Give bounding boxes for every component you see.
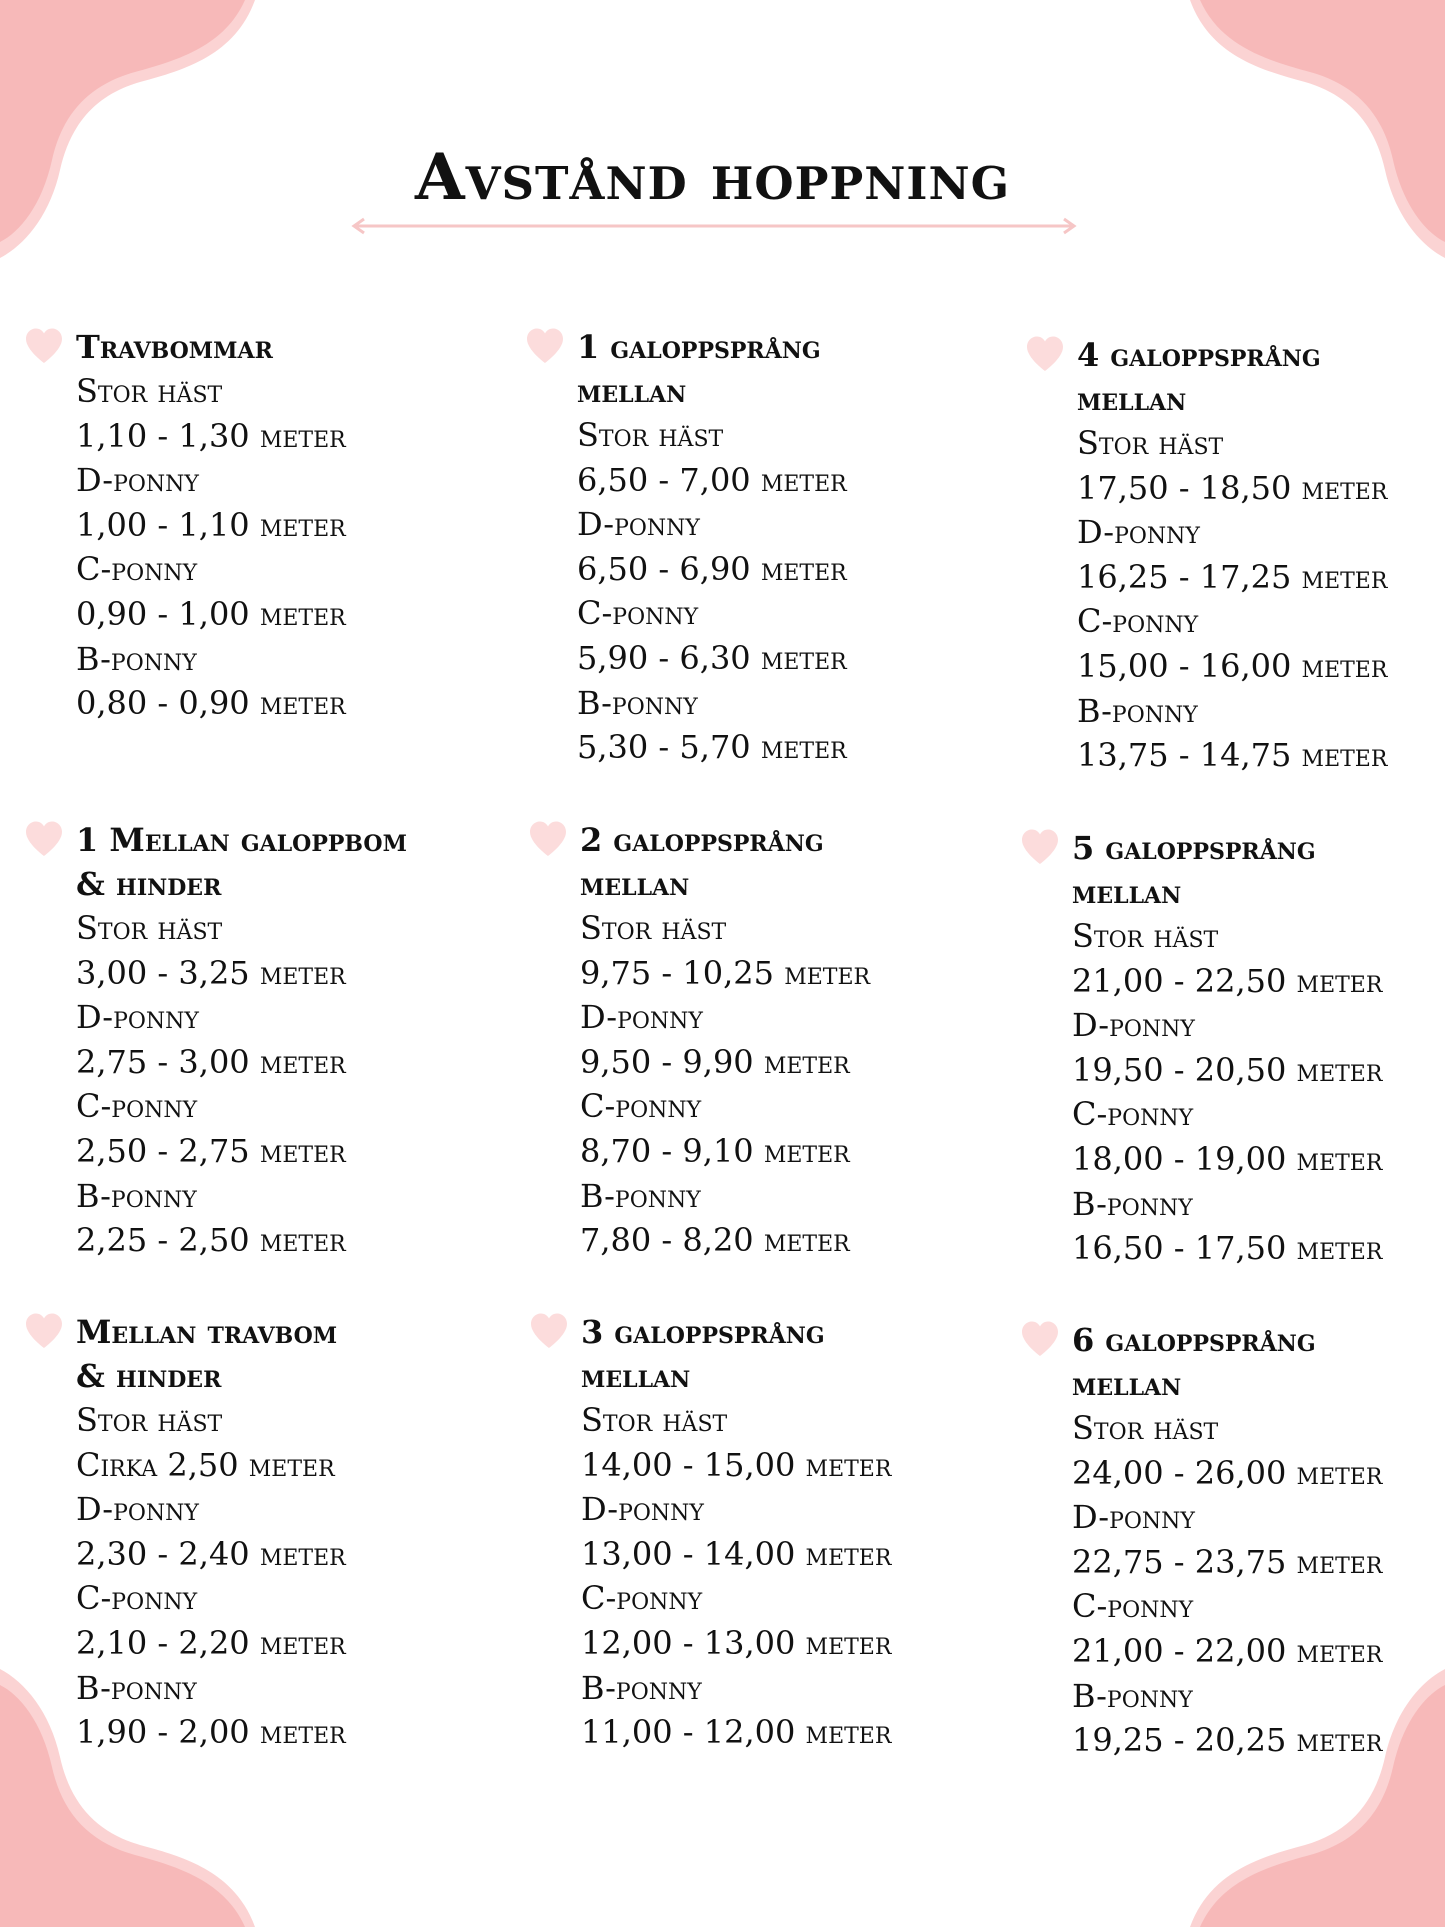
distance-value: 2,50 - 2,75 meter (76, 1131, 346, 1170)
distance-value: 15,00 - 16,00 meter (1077, 646, 1388, 685)
section-1-mellan-galoppbom (76, 818, 516, 1263)
section-heading: 3 galoppsprång (581, 1313, 825, 1351)
heart-icon (529, 1312, 569, 1350)
distance-value: 13,00 - 14,00 meter (581, 1534, 892, 1573)
distance-value: 1,90 - 2,00 meter (76, 1713, 346, 1752)
section-heading: 1 galoppsprång (577, 328, 821, 366)
distance-value: 21,00 - 22,00 meter (1072, 1631, 1383, 1670)
distance-value: 19,50 - 20,50 meter (1072, 1050, 1383, 1089)
horse-class-label: Stor häst (1072, 917, 1219, 955)
horse-class-label: B-ponny (76, 1176, 197, 1215)
distance-value: 1,10 - 1,30 meter (76, 416, 346, 455)
horse-class-label: D-ponny (76, 998, 199, 1037)
distance-value: 5,90 - 6,30 meter (577, 638, 847, 677)
distance-value: 17,50 - 18,50 meter (1077, 468, 1388, 507)
section-travbommar (76, 325, 516, 726)
horse-class-label: C-ponny (1077, 602, 1199, 641)
heart-icon (1025, 335, 1065, 373)
section-1-galoppsprang (577, 325, 1017, 770)
horse-class-label: Stor häst (76, 372, 223, 410)
corner-wave-top-left (0, 0, 270, 270)
title-underline-arrow (350, 216, 1078, 236)
distance-value: 14,00 - 15,00 meter (581, 1445, 892, 1484)
horse-class-label: D-ponny (1072, 1006, 1195, 1045)
section-heading: & hinder (76, 865, 222, 903)
distance-value: 9,75 - 10,25 meter (580, 953, 871, 992)
corner-wave-top-right (1175, 0, 1445, 270)
section-heading: Travbommar (76, 328, 273, 366)
horse-class-label: D-ponny (76, 461, 199, 500)
distance-value: 16,25 - 17,25 meter (1077, 557, 1388, 596)
distance-value: 7,80 - 8,20 meter (580, 1221, 850, 1260)
horse-class-label: B-ponny (580, 1176, 701, 1215)
distance-value: Cirka 2,50 meter (76, 1445, 335, 1484)
distance-value: 8,70 - 9,10 meter (580, 1131, 850, 1170)
horse-class-label: Stor häst (1077, 424, 1224, 462)
horse-class-label: C-ponny (76, 1087, 198, 1126)
horse-class-label: B-ponny (1072, 1184, 1193, 1223)
horse-class-label: C-ponny (76, 1579, 198, 1618)
section-heading: Mellan travbom (76, 1313, 338, 1351)
horse-class-label: B-ponny (577, 683, 698, 722)
horse-class-label: C-ponny (577, 594, 699, 633)
section-2-galoppsprang (580, 818, 1020, 1263)
section-4-galoppsprang (1077, 333, 1445, 778)
distance-value: 2,10 - 2,20 meter (76, 1623, 346, 1662)
distance-value: 22,75 - 23,75 meter (1072, 1542, 1383, 1581)
horse-class-label: C-ponny (1072, 1095, 1194, 1134)
horse-class-label: B-ponny (76, 1668, 197, 1707)
horse-class-label: B-ponny (1077, 691, 1198, 730)
distance-value: 9,50 - 9,90 meter (580, 1042, 850, 1081)
horse-class-label: B-ponny (76, 639, 197, 678)
section-heading: 5 galoppsprång (1072, 829, 1316, 867)
section-6-galoppsprang (1072, 1318, 1445, 1763)
section-3-galoppsprang (581, 1310, 1021, 1755)
horse-class-label: D-ponny (1077, 513, 1200, 552)
heart-icon (1020, 1320, 1060, 1358)
distance-value: 0,80 - 0,90 meter (76, 684, 346, 723)
horse-class-label: C-ponny (76, 550, 198, 589)
distance-value: 2,30 - 2,40 meter (76, 1534, 346, 1573)
distance-value: 6,50 - 6,90 meter (577, 549, 847, 588)
distance-value: 13,75 - 14,75 meter (1077, 736, 1388, 775)
distance-value: 19,25 - 20,25 meter (1072, 1721, 1383, 1760)
horse-class-label: C-ponny (1072, 1587, 1194, 1626)
heart-icon (1020, 828, 1060, 866)
distance-value: 18,00 - 19,00 meter (1072, 1139, 1383, 1178)
distance-value: 0,90 - 1,00 meter (76, 594, 346, 633)
section-heading: 4 galoppsprång (1077, 336, 1321, 374)
distance-value: 21,00 - 22,50 meter (1072, 961, 1383, 1000)
horse-class-label: D-ponny (1072, 1498, 1195, 1537)
distance-value: 12,00 - 13,00 meter (581, 1623, 892, 1662)
distance-value: 5,30 - 5,70 meter (577, 728, 847, 767)
page-title: Avstånd hoppning (414, 140, 1011, 215)
section-heading: mellan (1072, 873, 1182, 911)
distance-value: 1,00 - 1,10 meter (76, 505, 346, 544)
horse-class-label: D-ponny (581, 1490, 704, 1529)
heart-icon (24, 1312, 64, 1350)
section-heading: mellan (577, 372, 687, 410)
horse-class-label: C-ponny (580, 1087, 702, 1126)
distance-value: 2,25 - 2,50 meter (76, 1221, 346, 1260)
heart-icon (525, 327, 565, 365)
section-heading: 6 galoppsprång (1072, 1321, 1316, 1359)
horse-class-label: B-ponny (1072, 1676, 1193, 1715)
section-heading: 1 Mellan galoppbom (76, 821, 407, 859)
horse-class-label: B-ponny (581, 1668, 702, 1707)
distance-value: 2,75 - 3,00 meter (76, 1042, 346, 1081)
heart-icon (528, 820, 568, 858)
section-5-galoppsprang (1072, 826, 1445, 1271)
horse-class-label: Stor häst (76, 1401, 223, 1439)
section-heading: mellan (1072, 1365, 1182, 1403)
horse-class-label: Stor häst (577, 416, 724, 454)
heart-icon (24, 820, 64, 858)
distance-value: 6,50 - 7,00 meter (577, 460, 847, 499)
section-mellan-travbom (76, 1310, 516, 1755)
horse-class-label: D-ponny (577, 505, 700, 544)
distance-value: 24,00 - 26,00 meter (1072, 1453, 1383, 1492)
section-heading: 2 galoppsprång (580, 821, 824, 859)
section-heading: & hinder (76, 1357, 222, 1395)
distance-value: 3,00 - 3,25 meter (76, 953, 346, 992)
heart-icon (24, 327, 64, 365)
horse-class-label: C-ponny (581, 1579, 703, 1618)
section-heading: mellan (580, 865, 690, 903)
distance-value: 16,50 - 17,50 meter (1072, 1229, 1383, 1268)
horse-class-label: Stor häst (580, 909, 727, 947)
section-heading: mellan (581, 1357, 691, 1395)
horse-class-label: D-ponny (580, 998, 703, 1037)
horse-class-label: Stor häst (76, 909, 223, 947)
distance-value: 11,00 - 12,00 meter (581, 1713, 892, 1752)
horse-class-label: Stor häst (581, 1401, 728, 1439)
section-heading: mellan (1077, 380, 1187, 418)
horse-class-label: D-ponny (76, 1490, 199, 1529)
horse-class-label: Stor häst (1072, 1409, 1219, 1447)
